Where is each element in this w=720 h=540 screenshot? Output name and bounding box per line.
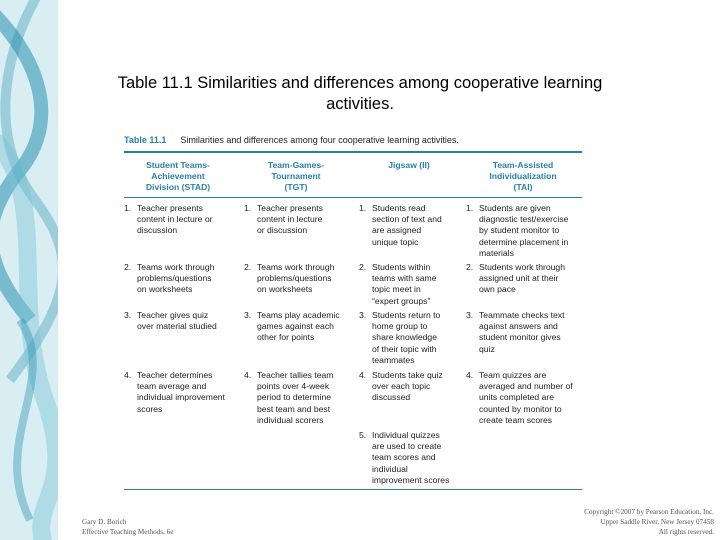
column-header <box>354 160 464 171</box>
table-cell <box>466 310 565 355</box>
cell-text-line: student monitor gives <box>479 332 561 343</box>
cell-first-line <box>124 203 212 214</box>
item-number: 1. <box>359 203 367 213</box>
item-number: 4. <box>244 370 252 380</box>
swirl-decoration <box>0 0 58 540</box>
cell-text: Students take quiz <box>372 370 443 380</box>
slide-title-line-1: Table 11.1 Similarities and differences among cooperative learning <box>117 74 603 92</box>
cell-text: Team quizzes are <box>479 370 547 380</box>
table-header-rule <box>124 197 582 198</box>
cell-first-line <box>124 310 217 321</box>
cell-text-line: home group to <box>372 321 428 332</box>
cell-text-line: content in lecture <box>257 214 323 225</box>
cell-first-line <box>244 203 323 214</box>
cell-text: Teams play academic <box>257 310 340 320</box>
cell-text-line: or discussion <box>257 225 308 236</box>
cell-text-line: discussed <box>372 392 411 403</box>
cell-text-line: on worksheets <box>137 284 193 295</box>
cell-text-line: best team and best <box>257 403 331 414</box>
item-number: 2. <box>124 262 132 272</box>
cell-text-line: individual improvement <box>137 392 225 403</box>
column-header-line: Jigsaw (II) <box>388 160 430 170</box>
item-number: 2. <box>244 262 252 272</box>
cell-text: Teacher tallies team <box>257 370 334 380</box>
decorative-side-band <box>0 0 58 540</box>
cell-first-line <box>466 262 565 273</box>
table-cell <box>466 370 573 426</box>
table-cell <box>124 203 212 237</box>
table-cell <box>244 370 333 426</box>
cell-text: Teammate checks text <box>479 310 565 320</box>
table-cell <box>244 310 340 344</box>
cell-first-line <box>124 262 214 273</box>
column-header-line: Tournament <box>271 171 321 181</box>
cell-text-line: period to determine <box>257 392 332 403</box>
table-cell <box>359 430 449 486</box>
cell-first-line <box>359 310 440 321</box>
cell-first-line <box>359 203 442 214</box>
column-header-line: Team-Games- <box>267 160 325 170</box>
item-number: 1. <box>244 203 252 213</box>
table-cell <box>244 262 334 296</box>
cell-text: Teams work through <box>257 262 335 272</box>
cell-text-line: assigned unit at their <box>479 273 559 284</box>
table-number: Table 11.1 <box>124 135 167 145</box>
cell-text-line: unique topic <box>372 236 419 247</box>
cell-text: Students return to <box>372 310 441 320</box>
table-cell <box>359 262 436 307</box>
item-number: 1. <box>124 203 132 213</box>
table-top-rule <box>124 151 582 153</box>
cell-text: Teacher presents <box>137 203 203 213</box>
cell-text-line: section of text and <box>372 214 442 225</box>
cell-first-line <box>124 370 225 381</box>
cell-first-line <box>359 370 443 381</box>
item-number: 4. <box>359 370 367 380</box>
table-caption <box>124 135 459 145</box>
cell-text: Individual quizzes <box>372 430 440 440</box>
cell-text-line: team scores and <box>372 452 436 463</box>
column-header-line: (TAI) <box>513 182 533 192</box>
column-header-line: Division (STAD) <box>145 182 211 192</box>
cell-text-line: “expert groups” <box>372 295 431 306</box>
item-number: 3. <box>359 310 367 320</box>
cell-text-line: individual <box>372 463 408 474</box>
cell-first-line <box>244 370 333 381</box>
cell-text-line: are used to create <box>372 441 442 452</box>
cell-text-line: individual scorers <box>257 414 324 425</box>
cell-text-line: counted by monitor to <box>479 403 562 414</box>
cell-text: Students read <box>372 203 426 213</box>
cell-text-line: teams with same <box>372 273 437 284</box>
footer-author-name: Gary D. Borich <box>82 518 127 526</box>
item-number: 3. <box>466 310 474 320</box>
cell-text-line: on worksheets <box>257 284 313 295</box>
column-header-line: (TGT) <box>284 182 308 192</box>
column-header-line: Achievement <box>151 171 205 181</box>
cell-text: Teacher determines <box>137 370 213 380</box>
footer-copyright-line-1: Copyright ©2007 by Pearson Education, Inc. <box>584 508 714 516</box>
cell-first-line <box>359 262 436 273</box>
item-number: 1. <box>466 203 474 213</box>
table-cell <box>359 203 442 248</box>
cell-text-line: scores <box>137 403 163 414</box>
table-bottom-rule <box>124 489 582 490</box>
cell-text-line: materials <box>479 247 514 258</box>
item-number: 4. <box>466 370 474 380</box>
cell-text: Students are given <box>479 203 551 213</box>
footer-book-title: Effective Teaching Methods, 6e <box>82 528 174 536</box>
cell-text-line: by student monitor to <box>479 225 560 236</box>
table-cell <box>359 310 440 366</box>
column-header-line: Team-Assisted <box>492 160 554 170</box>
slide-title-line-2: activities. <box>326 95 394 113</box>
cell-text-line: diagnostic test/exercise <box>479 214 569 225</box>
item-number: 2. <box>359 262 367 272</box>
cell-text-line: problems/questions <box>137 273 212 284</box>
cell-text-line: points over 4-week <box>257 381 330 392</box>
footer-copyright <box>584 507 714 537</box>
cell-text-line: content in lecture or <box>137 214 213 225</box>
cell-text-line: problems/questions <box>257 273 332 284</box>
cell-text-line: share knowledge <box>372 332 437 343</box>
cell-text-line: create team scores <box>479 414 553 425</box>
cell-text-line: other for points <box>257 332 315 343</box>
cell-text-line: quiz <box>479 343 495 354</box>
cell-text-line: own pace <box>479 284 516 295</box>
cell-text-line: units completed are <box>479 392 554 403</box>
item-number: 2. <box>466 262 474 272</box>
footer-copyright-line-3: All rights reserved. <box>658 528 714 536</box>
item-number: 4. <box>124 370 132 380</box>
item-number: 3. <box>124 310 132 320</box>
table-cell <box>359 370 443 404</box>
cell-first-line <box>466 203 568 214</box>
cell-first-line <box>244 262 334 273</box>
cell-first-line <box>466 310 565 321</box>
cell-text-line: topic meet in <box>372 284 421 295</box>
cell-first-line <box>244 310 340 321</box>
item-number: 3. <box>244 310 252 320</box>
column-header <box>123 160 233 193</box>
cell-first-line <box>359 430 449 441</box>
table-cell <box>124 370 225 415</box>
slide-title <box>78 73 642 115</box>
column-header-line: Individualization <box>489 171 557 181</box>
cell-text: Teacher presents <box>257 203 323 213</box>
item-number: 5. <box>359 430 367 440</box>
footer-copyright-line-2: Upper Saddle River, New Jersey 07458 <box>600 518 714 526</box>
cell-first-line <box>466 370 573 381</box>
column-header <box>468 160 578 193</box>
cell-text-line: improvement scores <box>372 474 450 485</box>
cell-text-line: games against each <box>257 321 334 332</box>
cell-text: Students work through <box>479 262 565 272</box>
cell-text-line: teammates <box>372 354 415 365</box>
table-cell <box>124 310 217 332</box>
table-cell <box>466 262 565 296</box>
cell-text: Teams work through <box>137 262 215 272</box>
cell-text: Teacher gives quiz <box>137 310 209 320</box>
cell-text-line: of their topic with <box>372 343 437 354</box>
cell-text: Students within <box>372 262 431 272</box>
column-header-line: Student Teams- <box>146 160 210 170</box>
table-cell <box>466 203 568 259</box>
cell-text-line: determine placement in <box>479 236 569 247</box>
cell-text-line: over material studied <box>137 321 217 332</box>
table-cell <box>244 203 323 237</box>
table-caption-text: Similarities and differences among four cooperative learning activities. <box>180 135 459 145</box>
column-header <box>241 160 351 193</box>
cell-text-line: averaged and number of <box>479 381 573 392</box>
cell-text-line: team average and <box>137 381 207 392</box>
cell-text-line: against answers and <box>479 321 558 332</box>
footer-author <box>82 517 173 537</box>
cell-text-line: are assigned <box>372 225 422 236</box>
cell-text-line: discussion <box>137 225 178 236</box>
cell-text-line: over each topic <box>372 381 431 392</box>
table-cell <box>124 262 214 296</box>
